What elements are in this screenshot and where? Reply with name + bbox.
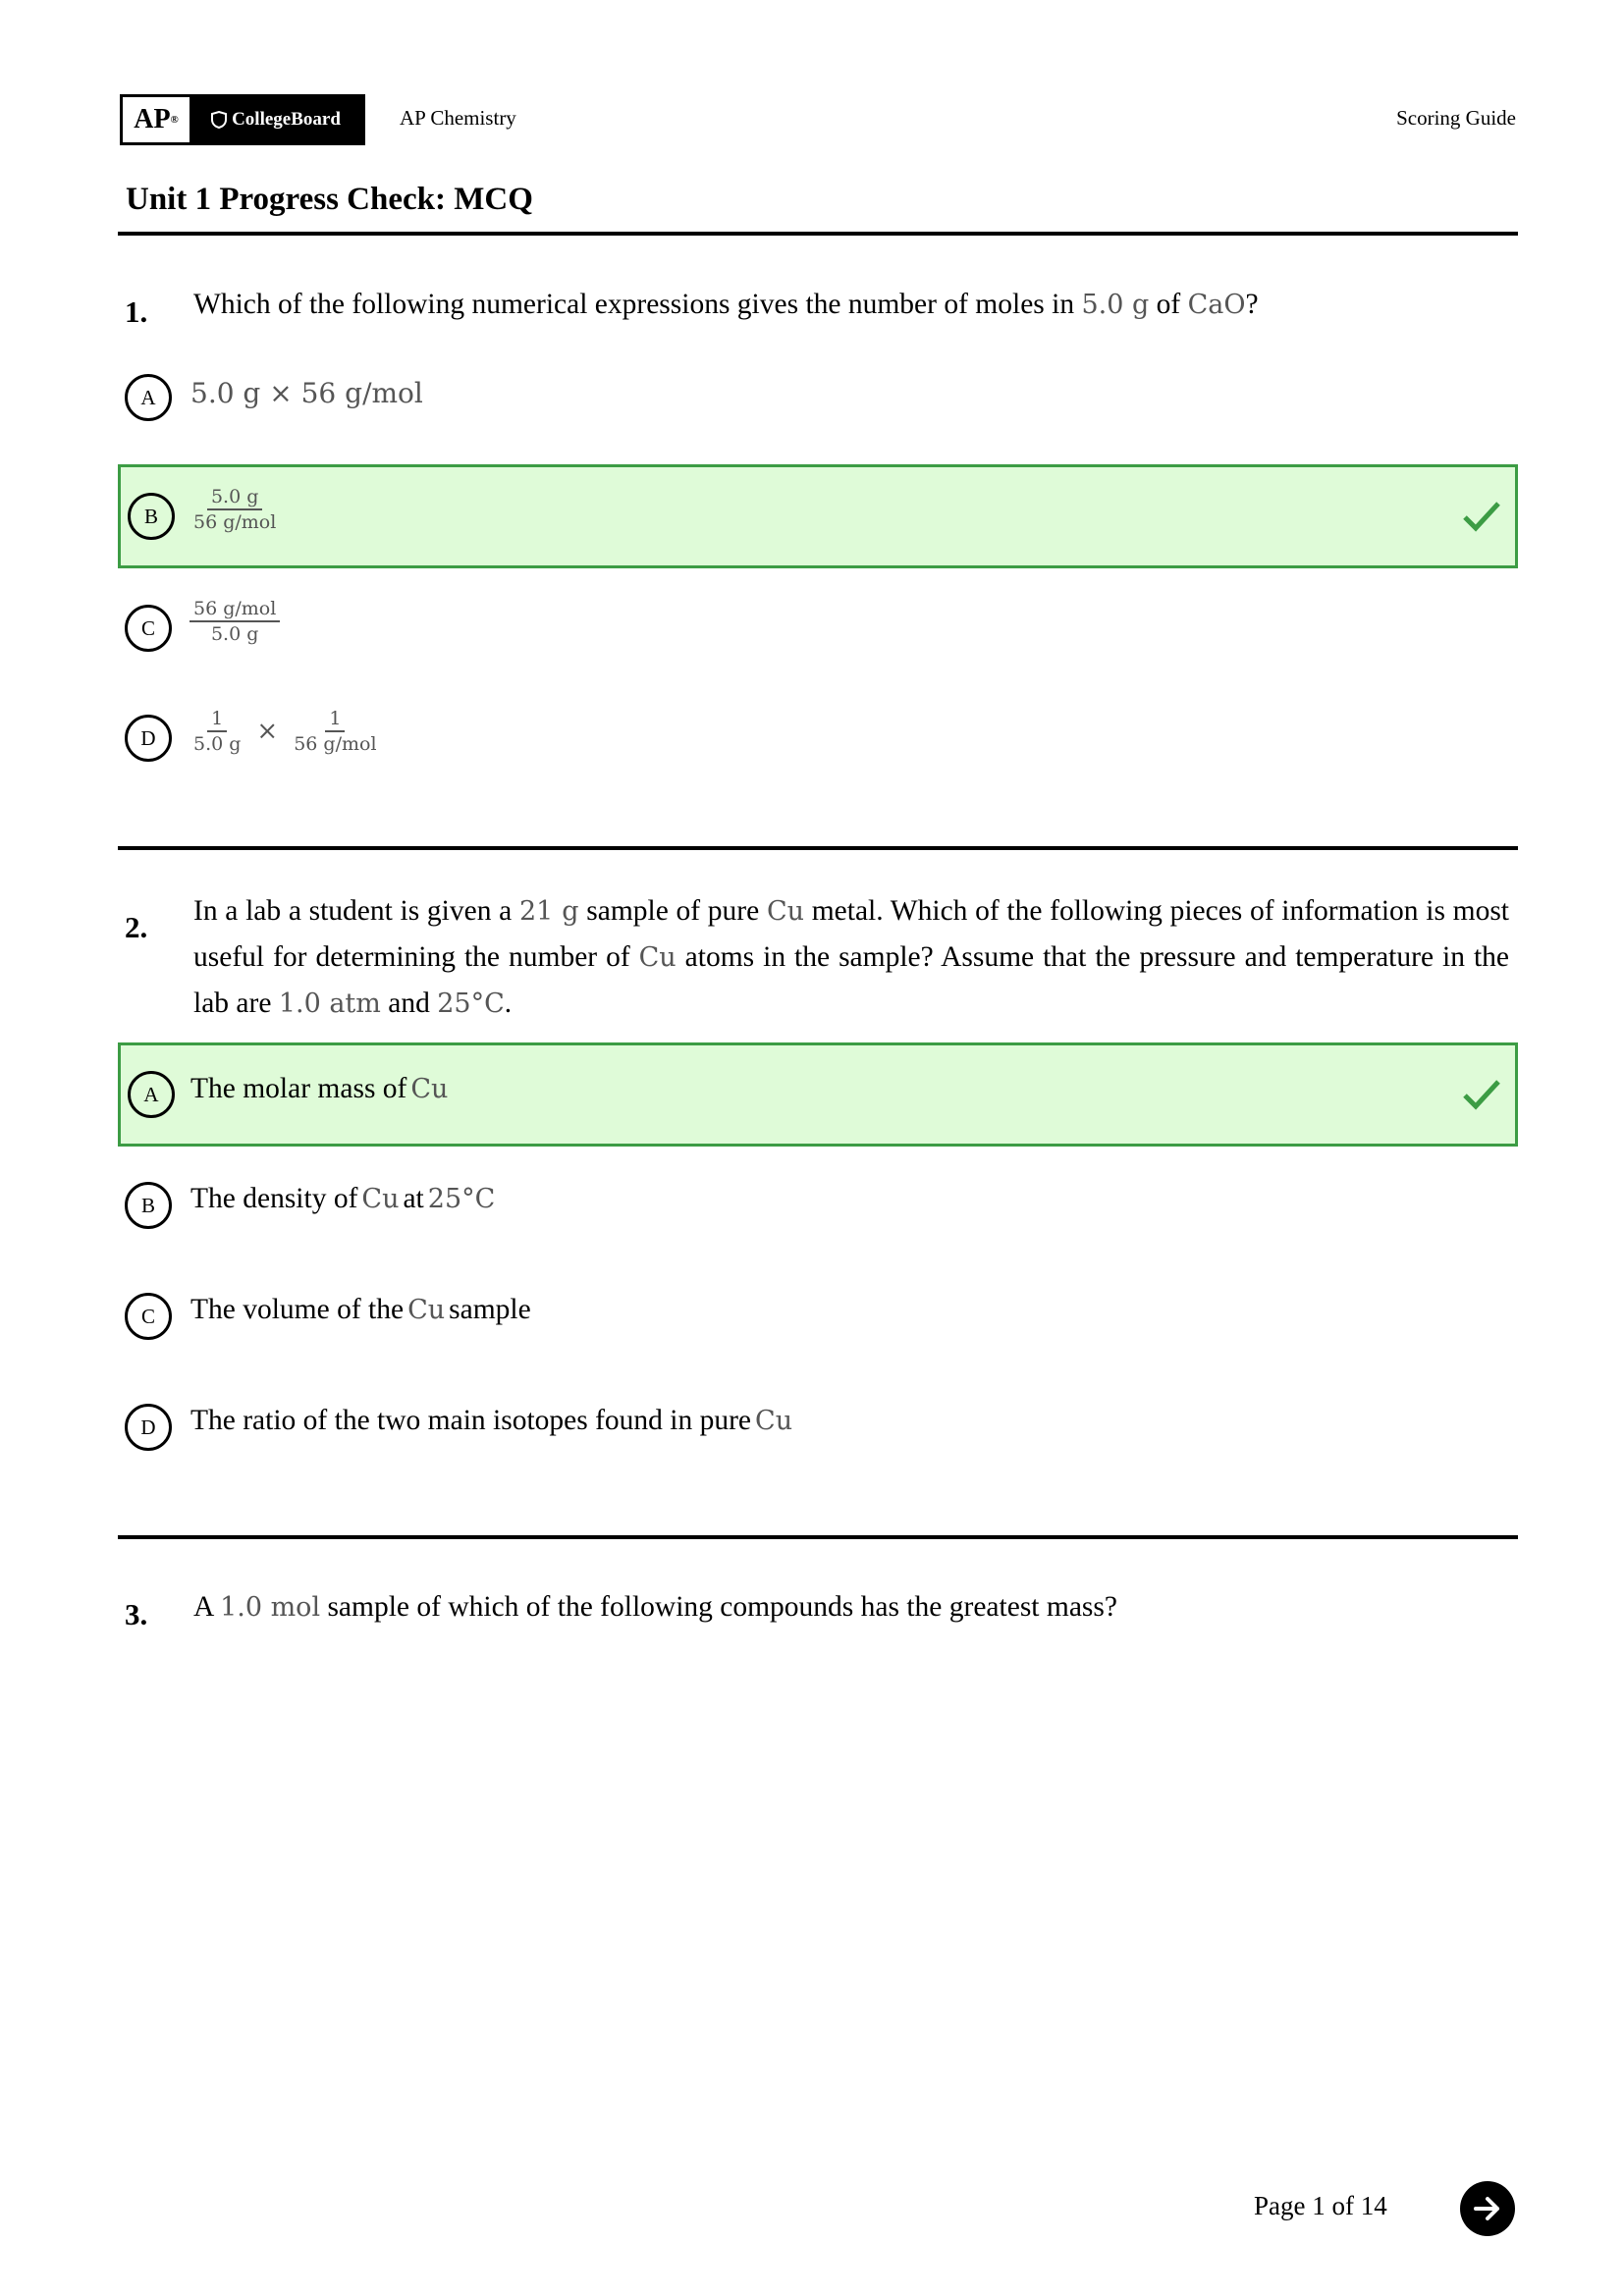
option-letter-badge: B [125, 1182, 172, 1229]
answer-option-a[interactable]: A The molar mass of Cu [118, 1042, 1518, 1147]
answer-option-d[interactable]: D $\frac{1}{5.0 g}$ × $\frac{1}{\text{56 g/mol}}$ [118, 687, 1518, 791]
question-number: 3. [125, 1597, 148, 1631]
answer-option-c[interactable] [118, 577, 1518, 681]
page-indicator: Page 1 of 14 [1254, 2191, 1387, 2220]
question-text: A 1.0 mol sample of which of the following compounds has the greatest mass? [193, 1591, 1117, 1623]
page-title: Unit 1 Progress Check: MCQ [126, 182, 533, 217]
fraction: $\frac{1}{5.0 g}$ [193, 708, 242, 755]
next-page-button[interactable] [1460, 2181, 1515, 2236]
fraction: $\frac{\text{56 g/mol}}{5.0 g}$ [189, 597, 280, 646]
checkmark-icon [1462, 1077, 1501, 1112]
option-letter-badge: A [125, 374, 172, 421]
question-number: 2. [125, 910, 148, 944]
answer-option-b[interactable]: B The density of Cu at 25°C [118, 1153, 1518, 1257]
answer-option-d[interactable]: D The ratio of the two main isotopes found in pure Cu [118, 1375, 1518, 1479]
ap-collegeboard-logo [120, 94, 365, 145]
fraction: $\frac{5.0 g}{\text{56 g/mol}}$ [193, 486, 277, 533]
title-divider [118, 232, 1518, 236]
question-text: Which of the following numerical expressions gives the number of moles in 5.0 g of CaO? [193, 289, 1259, 320]
collegeboard-logo: CollegeBoard [189, 97, 362, 142]
question-divider [118, 1535, 1518, 1539]
ap-logo: AP ® [123, 97, 189, 142]
question-text: In a lab a student is given a 21 g sample of pure Cu metal. Which of the following pieces of information is most useful for determining the number of Cu atoms in the sample? Assume that the pressure and temperature in the lab are 1.0 atm and 25°C. [193, 895, 1509, 1019]
answer-option-a[interactable]: A 5.0 g × 56 g/mol [118, 346, 1518, 450]
answer-option-b[interactable] [118, 464, 1518, 568]
scoring-guide-label: Scoring Guide [1396, 106, 1516, 130]
checkmark-icon [1462, 499, 1501, 534]
fraction: $\frac{1}{\text{56 g/mol}}$ [294, 708, 377, 755]
option-letter-badge: C [125, 605, 172, 652]
option-letter-badge: D [125, 1404, 172, 1451]
course-name: AP Chemistry [400, 106, 516, 130]
answer-option-c[interactable]: C The volume of the Cu sample [118, 1264, 1518, 1368]
question-divider [118, 846, 1518, 850]
shield-icon [211, 111, 227, 129]
option-letter-badge: C [125, 1293, 172, 1340]
option-letter-badge: B [128, 493, 175, 540]
question-number: 1. [125, 294, 148, 329]
option-letter-badge: D [125, 715, 172, 762]
arrow-right-icon [1471, 2192, 1504, 2225]
option-letter-badge: A [128, 1071, 175, 1118]
